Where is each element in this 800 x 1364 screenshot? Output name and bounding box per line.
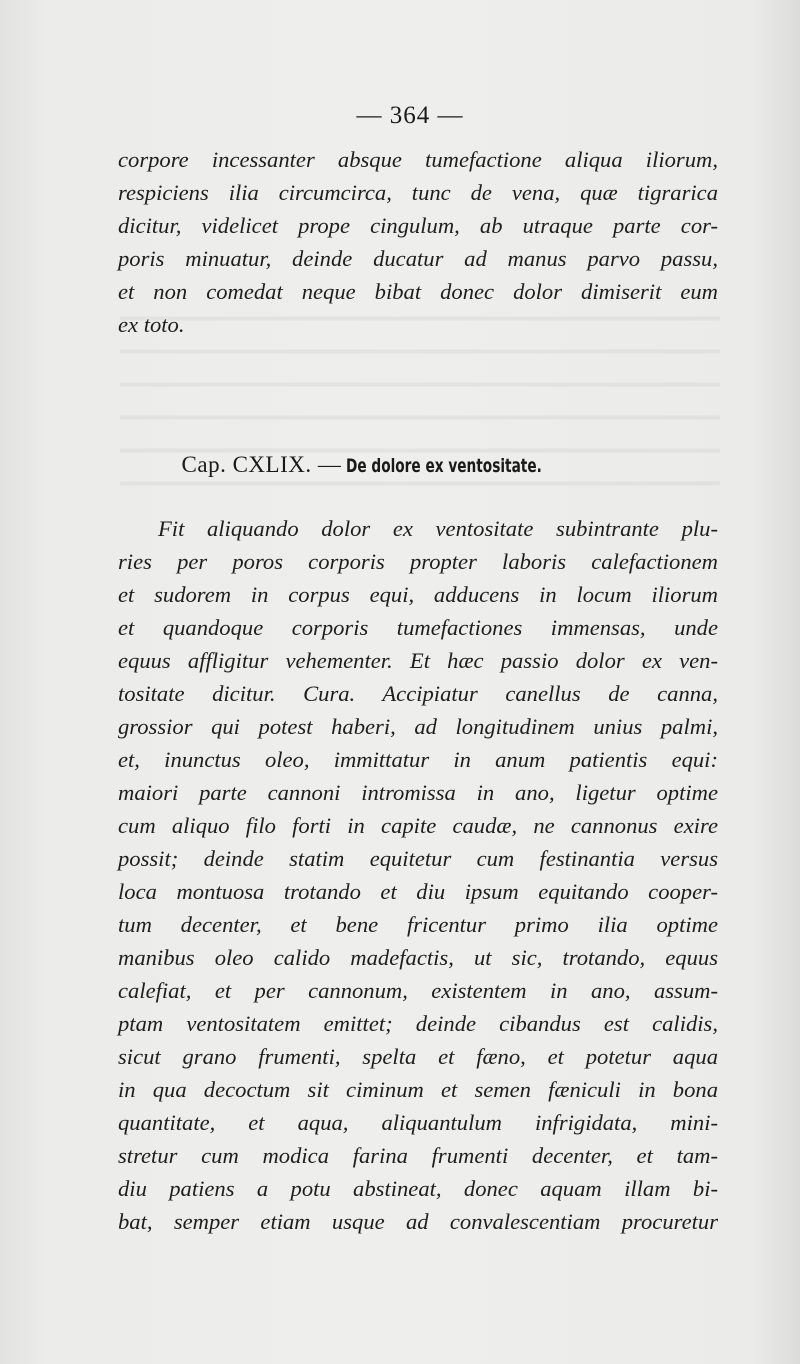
text-line: stretur cum modica farina frumenti decenter, et tam-: [118, 1143, 718, 1168]
text-line: et non comedat neque bibat donec dolor dimiserit eum: [118, 279, 718, 304]
text-line: equus affligitur vehementer. Et hæc passio dolor ex ven-: [118, 648, 718, 673]
chapter-title: De dolore ex ventositate.: [346, 455, 543, 477]
text-line: diu patiens a potu abstineat, donec aquam illam bi-: [118, 1176, 718, 1201]
text-line: ptam ventositatem emittet; deinde cibandus est calidis,: [118, 1011, 718, 1036]
text-line: Fit aliquando dolor ex ventositate subintrante plu-: [158, 516, 718, 541]
text-line: in qua decoctum sit ciminum et semen fæniculi in bona: [118, 1077, 718, 1102]
text-line: maiori parte cannoni intromissa in ano, ligetur optime: [118, 780, 718, 805]
text-line: manibus oleo calido madefactis, ut sic, trotando, equus: [118, 945, 718, 970]
text-line: tum decenter, et bene fricentur primo ilia optime: [118, 912, 718, 937]
text-line: respiciens ilia circumcirca, tunc de vena, quæ tigrarica: [118, 180, 718, 205]
text-line: corpore incessanter absque tumefactione aliqua iliorum,: [118, 147, 718, 172]
page-number: — 364 —: [356, 102, 464, 129]
text-line: calefiat, et per cannonum, existentem in ano, assum-: [118, 978, 718, 1003]
chapter-heading: [0, 452, 800, 478]
text-line: ex toto.: [118, 312, 185, 337]
text-line: cum aliquo filo forti in capite caudæ, ne cannonus exire: [118, 813, 718, 838]
text-line: bat, semper etiam usque ad convalescentiam procuretur: [118, 1209, 718, 1234]
text-line: dicitur, videlicet prope cingulum, ab utraque parte cor-: [118, 213, 718, 238]
text-line: et quandoque corporis tumefactiones immensas, unde: [118, 615, 718, 640]
chapter-number: Cap. CXLIX. —: [181, 452, 342, 477]
text-line: et, inunctus oleo, immittatur in anum patientis equi:: [118, 747, 718, 772]
text-line: sicut grano frumenti, spelta et fæno, et potetur aqua: [118, 1044, 718, 1069]
text-line: grossior qui potest haberi, ad longitudinem unius palmi,: [118, 714, 718, 739]
text-line: poris minuatur, deinde ducatur ad manus parvo passu,: [118, 246, 718, 271]
text-line: quantitate, et aqua, aliquantulum infrigidata, mini-: [118, 1110, 718, 1135]
text-line: possit; deinde statim equitetur cum festinantia versus: [118, 846, 718, 871]
text-line: ries per poros corporis propter laboris calefactionem: [118, 549, 718, 574]
text-line: et sudorem in corpus equi, adducens in locum iliorum: [118, 582, 718, 607]
text-line: tositate dicitur. Cura. Accipiatur canellus de canna,: [118, 681, 718, 706]
text-line: loca montuosa trotando et diu ipsum equitando cooper-: [118, 879, 718, 904]
